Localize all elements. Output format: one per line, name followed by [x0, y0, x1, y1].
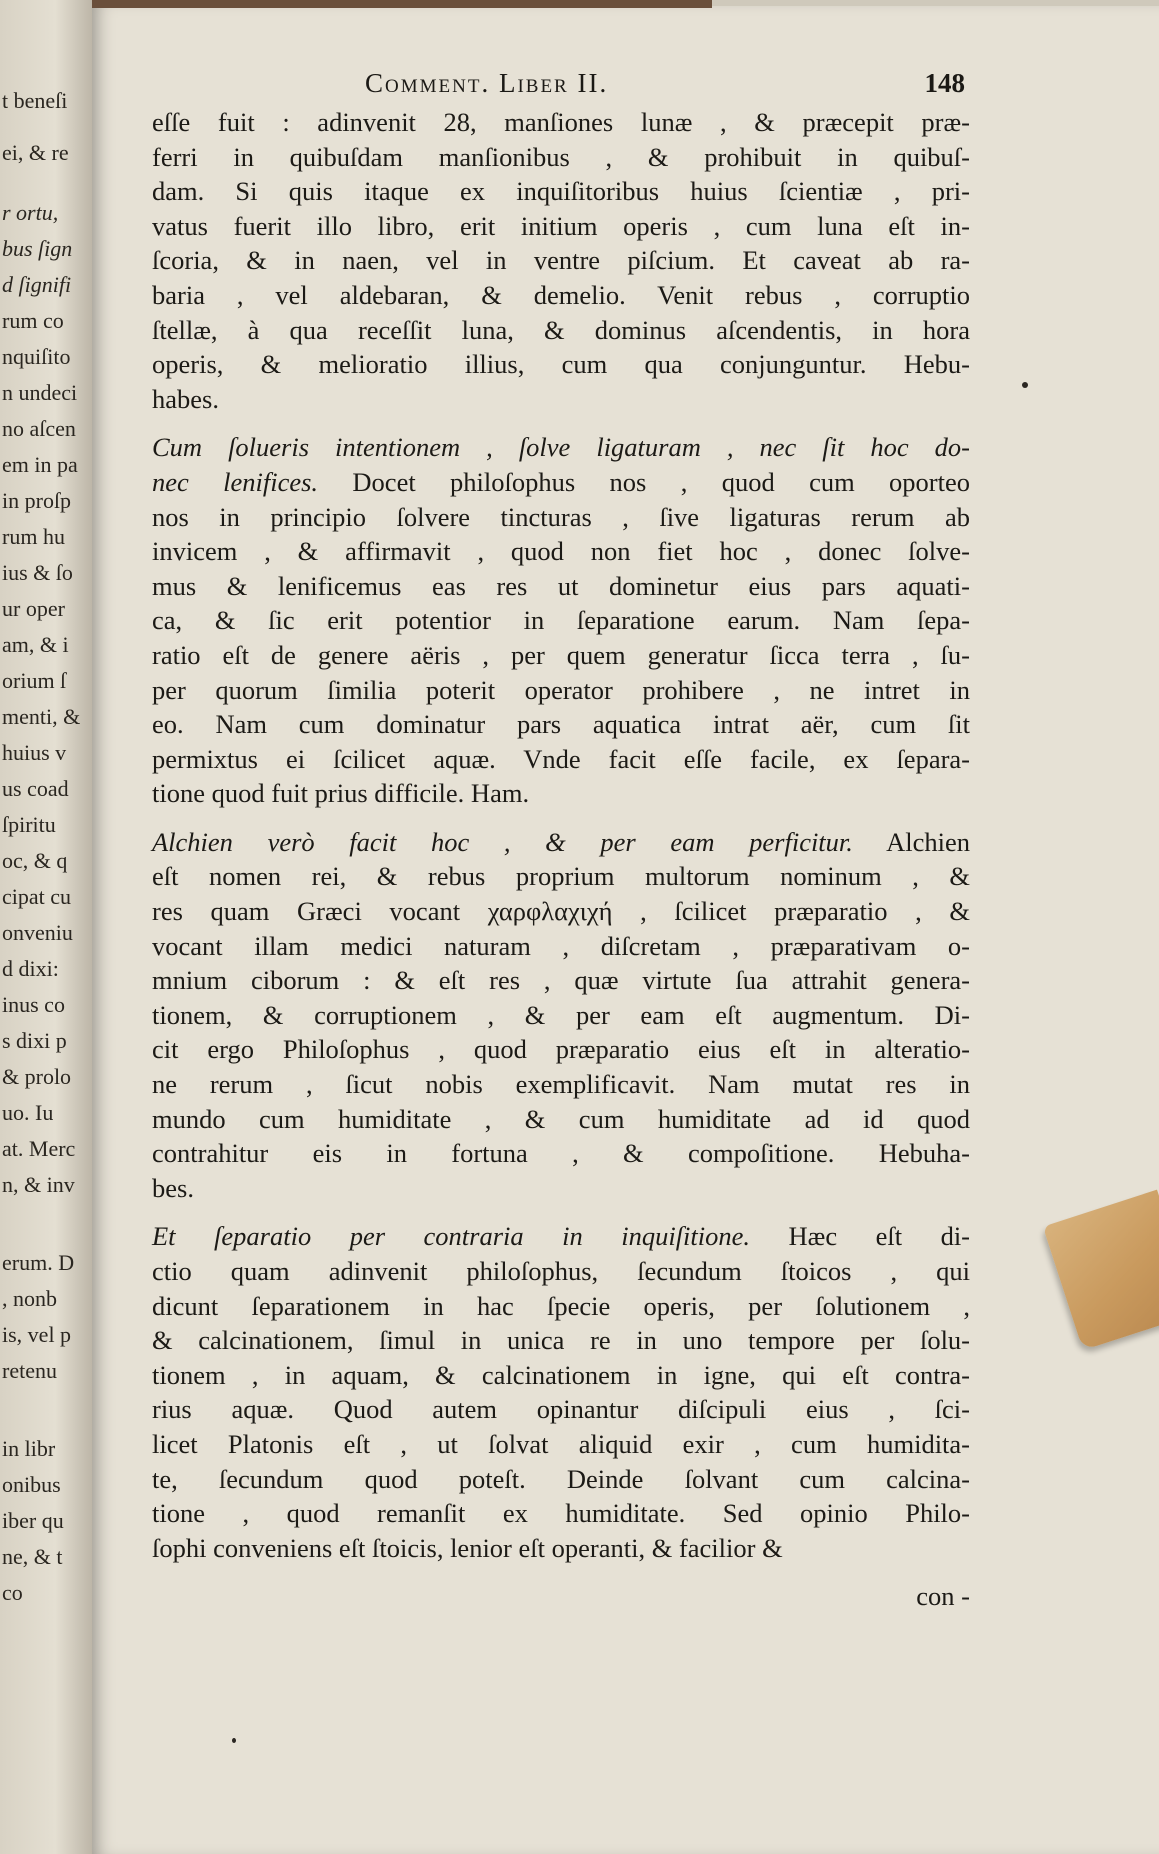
left-page-line: is, vel p [2, 1322, 72, 1347]
paragraph-gap [152, 1205, 970, 1219]
left-page-line: t beneſi [2, 88, 68, 113]
left-page-line: n undeci [2, 380, 78, 405]
left-page-line: ne, & t [2, 1544, 63, 1569]
left-page-line: r ortu, [2, 200, 59, 225]
left-page-line: co [2, 1580, 23, 1605]
text-line: contrahitur eis in fortuna , & compoſitione. Hebuha- [152, 1138, 970, 1169]
left-page-line: us coad [2, 776, 69, 801]
left-page-line: cipat cu [2, 884, 72, 909]
text-line: permixtus ei ſcilicet aquæ. Vnde facit eſſe facile, ex ſepara- [152, 743, 970, 774]
text-line: cit ergo Philoſophus , quod præparatio eius eſt in alteratio- [152, 1034, 970, 1065]
text-line: eo. Nam cum dominatur pars aquatica intrat aër, cum ſit [152, 709, 970, 740]
paragraph-gap [152, 416, 970, 430]
text-line: ne rerum , ſicut nobis exemplificavit. Nam mutat res in [152, 1069, 970, 1100]
text-line: Et ſeparatio per contraria in inquiſitione. Hæc eſt di- [152, 1221, 971, 1252]
left-page-line: ur oper [2, 596, 65, 621]
text-line: nos in principio ſolvere tincturas , ſive ligaturas rerum ab [152, 501, 970, 532]
page-header [365, 68, 965, 108]
text-line: tione , quod remanſit ex humiditate. Sed opinio Philo- [152, 1498, 970, 1529]
text-line: operis, & melioratio illius, cum qua conjunguntur. Hebu- [152, 349, 970, 380]
text-line [152, 430, 970, 465]
ink-speck [232, 1738, 236, 1743]
text-line: eſſe fuit : adinvenit 28, manſiones lunæ , & præcepit præ- [152, 107, 970, 137]
ink-speck [1022, 382, 1028, 388]
previous-page-fragment [0, 0, 92, 1854]
running-head: Comment. Liber II. [365, 68, 609, 98]
left-page-line: d dixi: [2, 956, 59, 981]
text-line: baria , vel aldebaran, & demelio. Venit rebus , corruptio [152, 279, 970, 310]
text-line: nec lenifices. Docet philoſophus nos , quod cum oporteo [152, 466, 971, 497]
left-page-line: em in pa [2, 452, 78, 477]
left-page-line: iber qu [2, 1508, 64, 1533]
lemma-phrase: nec lenifices. [152, 466, 319, 497]
page-top-edge [92, 0, 712, 8]
text-line: eſt nomen rei, & rebus proprium multorum nominum , & [152, 861, 970, 892]
text-line: dicunt ſeparationem in hac ſpecie operis, per ſolutionem , [152, 1290, 970, 1321]
catchword: con - [916, 1581, 970, 1612]
text-line: ſophi conveniens eſt ſtoicis, lenior eſt operanti, & facilior & [152, 1532, 783, 1563]
text-line: mus & lenificemus eas res ut dominetur eius pars aquati- [152, 570, 970, 601]
text-line: tione quod fuit prius difficile. Ham. [152, 778, 530, 809]
paragraph-gap [152, 1565, 970, 1579]
text-line: te, ſecundum quod poteſt. Deinde ſolvant cum calcina- [152, 1463, 970, 1494]
text-line: tionem, & corruptionem , & per eam eſt augmentum. Di- [152, 999, 970, 1030]
left-page-line: in proſp [2, 488, 72, 513]
text-line: ctio quam adinvenit philoſophus, ſecundum ſtoicos , qui [152, 1256, 970, 1286]
text-line: bes. [152, 1172, 194, 1203]
left-page-line: s dixi p [2, 1028, 67, 1053]
left-page-line: rum co [2, 308, 64, 333]
text-line: & calcinationem, ſimul in unica re in uno tempore per ſolu- [152, 1325, 970, 1356]
lemma-phrase: Alchien verò facit hoc , & per eam perficitur. [152, 826, 853, 857]
left-page-line: uo. Iu [2, 1100, 54, 1125]
left-page-line: ius & ſo [2, 560, 73, 585]
left-page-line: ei, & re [2, 140, 69, 165]
left-page-line: oc, & q [2, 848, 68, 873]
left-page-line: erum. D [2, 1250, 75, 1275]
paragraph [152, 105, 970, 416]
left-page-line: menti, & [2, 704, 81, 729]
lemma-phrase: Et ſeparatio per contraria in inquiſitione. [152, 1221, 751, 1252]
text-line: rius aquæ. Quod autem opinantur diſcipuli eius , ſci- [152, 1394, 970, 1425]
text-line: ſcoria, & in naen, vel in ventre piſcium. Et caveat ab ra- [152, 245, 970, 276]
left-page-line: no aſcen [2, 416, 76, 441]
left-page-line: onveniu [2, 920, 73, 945]
left-page-line: am, & i [2, 632, 69, 657]
page-number: 148 [924, 68, 965, 98]
left-page-line: , nonb [2, 1286, 57, 1311]
paragraph-gap [152, 811, 970, 825]
left-page-line: n, & inv [2, 1172, 75, 1197]
left-page-line: inus co [2, 992, 65, 1017]
text-line: ſtellæ, à qua receſſit luna, & dominus aſcendentis, in hora [152, 314, 970, 345]
left-page-line: nquiſito [2, 344, 71, 369]
paragraph [152, 1219, 970, 1565]
left-page-line: retenu [2, 1358, 57, 1383]
text-line: mnium ciborum : & eſt res , quæ virtute ſua attrahit genera- [152, 965, 970, 996]
left-page-line: d ſignifi [2, 272, 72, 297]
text-line: tionem , in aquam, & calcinationem in igne, qui eſt contra- [152, 1359, 970, 1390]
text-line: ferri in quibuſdam manſionibus , & prohibuit in quibuſ- [152, 141, 970, 172]
text-line: vatus fuerit illo libro, erit initium operis , cum luna eſt in- [152, 210, 970, 241]
left-page-line: at. Merc [2, 1136, 76, 1161]
text-line: ratio eſt de genere aëris , per quem generatur ſicca terra , ſu- [152, 639, 970, 670]
left-page-line: huius v [2, 740, 67, 765]
left-page-line: & prolo [2, 1064, 72, 1089]
lemma-phrase: Cum ſolueris intentionem , ſolve ligaturam , nec ſit hoc do- [152, 432, 970, 463]
text-line: mundo cum humiditate , & cum humiditate ad id quod [152, 1103, 970, 1134]
left-page-line: ſpiritu [2, 812, 56, 837]
text-line: habes. [152, 383, 219, 414]
left-page-line: rum hu [2, 524, 65, 549]
left-page-line: in libr [2, 1436, 56, 1461]
text-line: licet Platonis eſt , ut ſolvat aliquid exir , cum humidita- [152, 1428, 970, 1459]
left-page-line: onibus [2, 1472, 61, 1497]
text-line: vocant illam medici naturam , diſcretam , præparativam o- [152, 930, 970, 961]
left-page-line: bus ſign [2, 236, 73, 261]
text-line: dam. Si quis itaque ex inquiſitoribus huius ſcientiæ , pri- [152, 176, 970, 207]
text-line: per quorum ſimilia poterit operator prohibere , ne intret in [152, 674, 970, 705]
text-line: Alchien verò facit hoc , & per eam perficitur. Alchien [152, 826, 970, 857]
paragraph [152, 825, 970, 1206]
body-text [152, 105, 970, 1614]
text-line: ca, & ſic erit potentior in ſeparatione earum. Nam ſepa- [152, 605, 970, 636]
left-page-line: orium ſ [2, 668, 67, 693]
paragraph [152, 430, 970, 811]
text-line: res quam Græci vocant χαρφλαχιχή , ſcilicet præparatio , & [152, 896, 970, 927]
text-line: invicem , & affirmavit , quod non fiet hoc , donec ſolve- [152, 536, 970, 567]
